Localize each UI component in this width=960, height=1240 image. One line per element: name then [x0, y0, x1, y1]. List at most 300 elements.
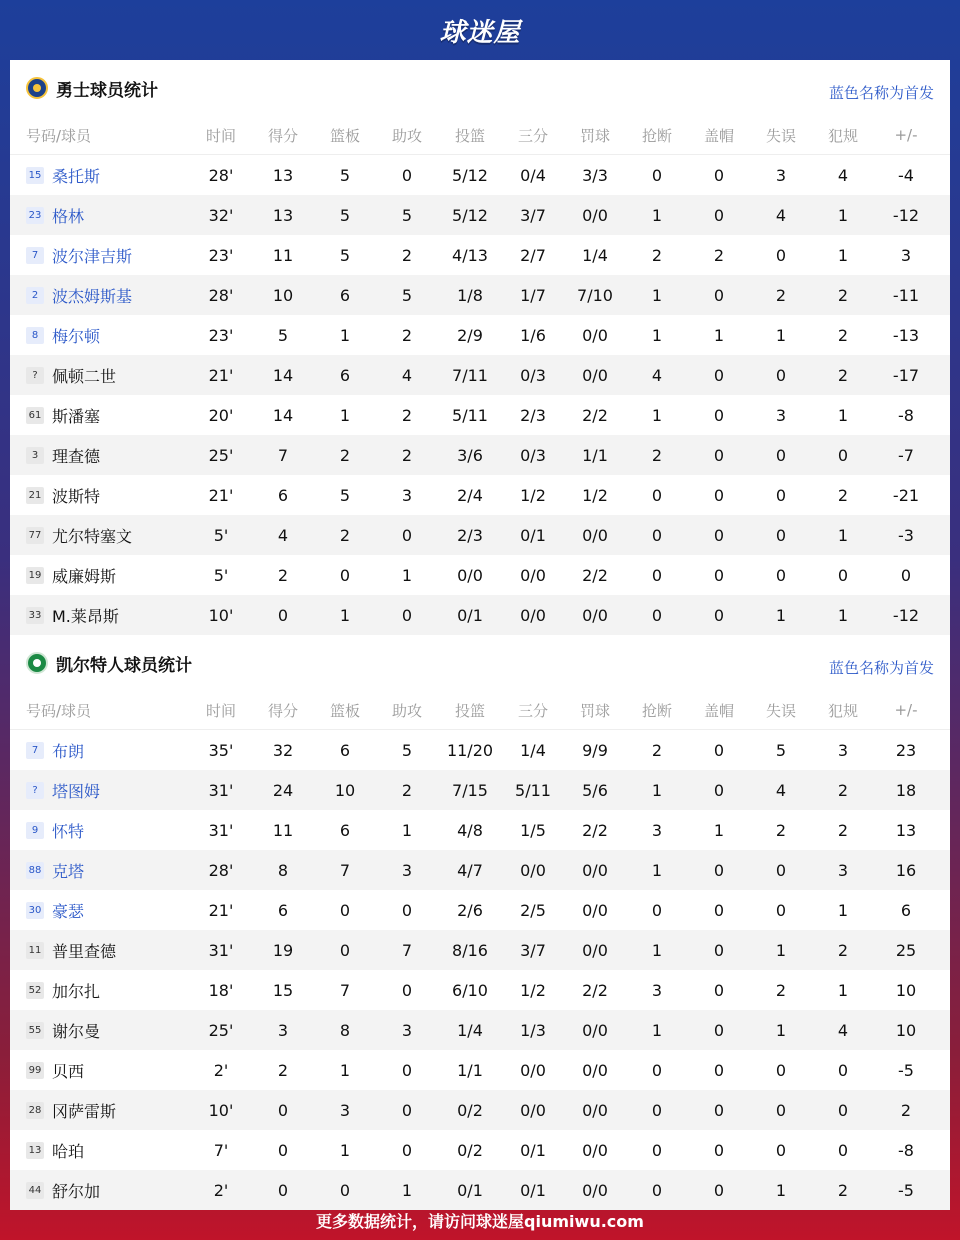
stat-points: 0: [277, 1140, 289, 1160]
stat-minutes: 23': [208, 325, 234, 345]
stat-plus-minus: 13: [895, 820, 917, 840]
stat-assists: 0: [401, 900, 413, 920]
stat-points: 0: [277, 1180, 289, 1200]
column-header[interactable]: 抢断: [641, 701, 672, 720]
stat-rebounds: 0: [339, 940, 351, 960]
player-row[interactable]: [10, 1090, 950, 1130]
player-row[interactable]: [10, 235, 950, 275]
column-header[interactable]: 犯规: [827, 701, 858, 720]
stat-blocks: 0: [713, 365, 725, 385]
stat-minutes: 10': [208, 605, 234, 625]
stat-blocks: 0: [713, 940, 725, 960]
player-row[interactable]: [10, 195, 950, 235]
stat-turnovers: 1: [775, 1020, 787, 1040]
stat-assists: 1: [401, 1180, 413, 1200]
stat-steals: 4: [651, 365, 663, 385]
stat-rebounds: 6: [339, 365, 351, 385]
stat-rebounds: 7: [339, 860, 351, 880]
stat-field-goals: 2/6: [457, 900, 483, 920]
stat-three-pointers: 0/1: [520, 525, 546, 545]
player-cell: [10, 1139, 190, 1162]
player-row[interactable]: [10, 930, 950, 970]
player-row[interactable]: [10, 435, 950, 475]
stat-fouls: 4: [837, 165, 849, 185]
stat-three-pointers: 0/1: [520, 1140, 546, 1160]
column-header[interactable]: 号码/球员: [26, 701, 92, 720]
column-header[interactable]: 犯规: [827, 126, 858, 145]
stat-blocks: 0: [713, 860, 725, 880]
stat-minutes: 31': [208, 940, 234, 960]
column-header[interactable]: 投篮: [454, 701, 485, 720]
stat-three-pointers: 1/3: [520, 1020, 546, 1040]
stat-fouls: 3: [837, 860, 849, 880]
stat-steals: 0: [651, 565, 663, 585]
stat-turnovers: 3: [775, 405, 787, 425]
jersey-number: 30: [26, 902, 44, 919]
stat-free-throws: 1/4: [582, 245, 608, 265]
stat-three-pointers: 1/6: [520, 325, 546, 345]
player-row[interactable]: [10, 970, 950, 1010]
stat-points: 13: [272, 205, 294, 225]
stat-minutes: 5': [213, 525, 229, 545]
player-name[interactable]: 冈萨雷斯: [52, 1101, 117, 1121]
player-name[interactable]: 普里查德: [52, 941, 117, 961]
stat-blocks: 0: [713, 1180, 725, 1200]
stat-blocks: 1: [713, 820, 725, 840]
jersey-number: 2: [26, 287, 44, 304]
player-row[interactable]: [10, 730, 950, 770]
stat-three-pointers: 0/3: [520, 445, 546, 465]
stat-turnovers: 0: [775, 860, 787, 880]
stat-rebounds: 2: [339, 445, 351, 465]
stat-assists: 5: [401, 205, 413, 225]
stat-assists: 1: [401, 820, 413, 840]
player-name[interactable]: 波斯特: [52, 486, 101, 506]
stat-field-goals: 0/1: [457, 605, 483, 625]
jersey-number: 7: [26, 742, 44, 759]
stat-plus-minus: -4: [898, 165, 914, 185]
player-row[interactable]: [10, 770, 950, 810]
stat-steals: 1: [651, 325, 663, 345]
stat-three-pointers: 0/0: [520, 860, 546, 880]
stat-minutes: 25': [208, 445, 234, 465]
stat-assists: 0: [401, 980, 413, 1000]
stat-field-goals: 7/15: [452, 780, 488, 800]
stat-steals: 3: [651, 980, 663, 1000]
stat-steals: 0: [651, 165, 663, 185]
player-name[interactable]: 波尔津吉斯: [52, 246, 133, 266]
stat-free-throws: 2/2: [582, 565, 608, 585]
stat-points: 5: [277, 325, 289, 345]
player-name[interactable]: 威廉姆斯: [52, 566, 117, 586]
jersey-number: 23: [26, 207, 44, 224]
stat-plus-minus: 16: [895, 860, 917, 880]
stat-points: 0: [277, 605, 289, 625]
column-header[interactable]: 时间: [205, 701, 236, 720]
stat-assists: 5: [401, 285, 413, 305]
stat-blocks: 0: [713, 565, 725, 585]
stat-turnovers: 1: [775, 325, 787, 345]
player-cell: [10, 1179, 190, 1202]
stat-fouls: 2: [837, 365, 849, 385]
stat-field-goals: 5/12: [452, 165, 488, 185]
player-row[interactable]: [10, 355, 950, 395]
stat-field-goals: 1/8: [457, 285, 483, 305]
stat-rebounds: 0: [339, 565, 351, 585]
jersey-number: 52: [26, 982, 44, 999]
stat-fouls: 0: [837, 1060, 849, 1080]
player-name[interactable]: 贝西: [52, 1061, 85, 1081]
player-row[interactable]: [10, 395, 950, 435]
stat-turnovers: 0: [775, 1140, 787, 1160]
player-row[interactable]: [10, 1050, 950, 1090]
stat-free-throws: 0/0: [582, 325, 608, 345]
stat-free-throws: 7/10: [577, 285, 613, 305]
player-name[interactable]: 梅尔顿: [52, 326, 101, 346]
player-name[interactable]: 谢尔曼: [52, 1021, 101, 1041]
stat-field-goals: 5/12: [452, 205, 488, 225]
stat-fouls: 1: [837, 900, 849, 920]
stat-steals: 1: [651, 205, 663, 225]
stat-fouls: 0: [837, 445, 849, 465]
stat-fouls: 3: [837, 740, 849, 760]
stat-turnovers: 1: [775, 1180, 787, 1200]
column-header[interactable]: 盖帽: [703, 126, 734, 145]
stat-field-goals: 2/3: [457, 525, 483, 545]
player-cell: [10, 404, 190, 427]
stat-minutes: 23': [208, 245, 234, 265]
jersey-number: 44: [26, 1182, 44, 1199]
player-row[interactable]: [10, 1130, 950, 1170]
stat-free-throws: 0/0: [582, 365, 608, 385]
stat-minutes: 32': [208, 205, 234, 225]
player-name[interactable]: 格林: [52, 206, 85, 226]
section-header: [10, 635, 950, 691]
stat-rebounds: 6: [339, 740, 351, 760]
player-name[interactable]: 桑托斯: [52, 166, 101, 186]
stat-free-throws: 0/0: [582, 205, 608, 225]
warriors-logo-icon: [26, 77, 48, 99]
player-row[interactable]: [10, 515, 950, 555]
stat-three-pointers: 3/7: [520, 205, 546, 225]
stat-steals: 1: [651, 1020, 663, 1040]
stat-rebounds: 0: [339, 900, 351, 920]
stat-minutes: 18': [208, 980, 234, 1000]
column-header[interactable]: 助攻: [391, 701, 422, 720]
team-section: [10, 60, 950, 635]
stat-rebounds: 8: [339, 1020, 351, 1040]
stat-three-pointers: 0/0: [520, 1060, 546, 1080]
jersey-number: 88: [26, 862, 44, 879]
stat-minutes: 21': [208, 485, 234, 505]
stat-free-throws: 0/0: [582, 1060, 608, 1080]
column-header[interactable]: 三分: [517, 701, 548, 720]
stat-points: 7: [277, 445, 289, 465]
stat-blocks: 0: [713, 445, 725, 465]
stat-steals: 0: [651, 1180, 663, 1200]
stat-blocks: 0: [713, 900, 725, 920]
stat-minutes: 28': [208, 165, 234, 185]
column-header[interactable]: 罚球: [579, 126, 610, 145]
column-header[interactable]: 失误: [765, 701, 796, 720]
player-cell: [10, 604, 190, 627]
stat-steals: 0: [651, 900, 663, 920]
column-header[interactable]: 失误: [765, 126, 796, 145]
stat-assists: 2: [401, 325, 413, 345]
jersey-number: 9: [26, 822, 44, 839]
player-cell: [10, 484, 190, 507]
column-header[interactable]: 号码/球员: [26, 126, 92, 145]
stat-free-throws: 0/0: [582, 605, 608, 625]
stat-points: 2: [277, 565, 289, 585]
player-name[interactable]: 塔图姆: [52, 781, 101, 801]
stat-assists: 0: [401, 165, 413, 185]
stat-fouls: 2: [837, 285, 849, 305]
stat-plus-minus: 2: [900, 1100, 912, 1120]
player-name[interactable]: 加尔扎: [52, 981, 101, 1001]
player-name[interactable]: 斯潘塞: [52, 406, 101, 426]
stat-free-throws: 9/9: [582, 740, 608, 760]
player-name[interactable]: 布朗: [52, 741, 85, 761]
column-header[interactable]: 盖帽: [703, 701, 734, 720]
column-header[interactable]: 抢断: [641, 126, 672, 145]
stat-turnovers: 4: [775, 205, 787, 225]
stat-three-pointers: 0/1: [520, 1180, 546, 1200]
stat-field-goals: 3/6: [457, 445, 483, 465]
stat-field-goals: 0/0: [457, 565, 483, 585]
stat-blocks: 0: [713, 740, 725, 760]
stat-field-goals: 0/2: [457, 1100, 483, 1120]
stat-points: 10: [272, 285, 294, 305]
player-name[interactable]: 克塔: [52, 861, 85, 881]
stat-fouls: 2: [837, 1180, 849, 1200]
stat-assists: 0: [401, 1060, 413, 1080]
player-name[interactable]: 哈珀: [52, 1141, 85, 1161]
player-name[interactable]: M.莱昂斯: [52, 606, 119, 626]
stat-turnovers: 2: [775, 285, 787, 305]
stat-plus-minus: -8: [898, 1140, 914, 1160]
player-row[interactable]: [10, 1010, 950, 1050]
column-header[interactable]: 投篮: [454, 126, 485, 145]
player-cell: [10, 444, 190, 467]
stat-three-pointers: 1/5: [520, 820, 546, 840]
player-name[interactable]: 舒尔加: [52, 1181, 101, 1201]
player-row[interactable]: [10, 155, 950, 195]
stat-rebounds: 1: [339, 1140, 351, 1160]
stat-minutes: 20': [208, 405, 234, 425]
stat-blocks: 0: [713, 605, 725, 625]
stat-fouls: 2: [837, 325, 849, 345]
player-cell: [10, 939, 190, 962]
jersey-number: 28: [26, 1102, 44, 1119]
stat-rebounds: 1: [339, 605, 351, 625]
stat-plus-minus: -5: [898, 1180, 914, 1200]
stat-steals: 3: [651, 820, 663, 840]
stat-rebounds: 1: [339, 405, 351, 425]
stat-turnovers: 0: [775, 485, 787, 505]
stat-minutes: 7': [213, 1140, 229, 1160]
player-name[interactable]: 怀特: [52, 821, 85, 841]
stat-blocks: 1: [713, 325, 725, 345]
column-header[interactable]: 篮板: [329, 701, 360, 720]
stat-rebounds: 0: [339, 1180, 351, 1200]
stat-turnovers: 1: [775, 940, 787, 960]
stat-steals: 1: [651, 940, 663, 960]
stat-rebounds: 3: [339, 1100, 351, 1120]
stat-rebounds: 6: [339, 820, 351, 840]
stat-minutes: 31': [208, 780, 234, 800]
player-row[interactable]: [10, 890, 950, 930]
column-header[interactable]: 三分: [517, 126, 548, 145]
stat-free-throws: 2/2: [582, 980, 608, 1000]
player-cell: [10, 364, 190, 387]
stat-free-throws: 0/0: [582, 1140, 608, 1160]
stat-field-goals: 11/20: [446, 740, 494, 760]
stat-points: 15: [272, 980, 294, 1000]
stat-assists: 4: [401, 365, 413, 385]
column-header[interactable]: 助攻: [391, 126, 422, 145]
stat-assists: 1: [401, 565, 413, 585]
column-header[interactable]: +/-: [894, 701, 918, 719]
stat-plus-minus: 10: [895, 1020, 917, 1040]
stat-rebounds: 1: [339, 1060, 351, 1080]
stat-rebounds: 5: [339, 485, 351, 505]
player-name[interactable]: 佩顿二世: [52, 366, 117, 386]
stat-three-pointers: 0/4: [520, 165, 546, 185]
stat-blocks: 0: [713, 285, 725, 305]
stat-field-goals: 0/1: [457, 1180, 483, 1200]
stat-three-pointers: 0/0: [520, 605, 546, 625]
stat-rebounds: 5: [339, 245, 351, 265]
stat-points: 2: [277, 1060, 289, 1080]
stat-assists: 2: [401, 245, 413, 265]
player-row[interactable]: [10, 275, 950, 315]
stat-turnovers: 0: [775, 525, 787, 545]
stat-free-throws: 3/3: [582, 165, 608, 185]
stat-three-pointers: 1/7: [520, 285, 546, 305]
stat-turnovers: 0: [775, 1060, 787, 1080]
stat-assists: 3: [401, 860, 413, 880]
stat-rebounds: 10: [334, 780, 356, 800]
jersey-number: 7: [26, 247, 44, 264]
stat-rebounds: 1: [339, 325, 351, 345]
player-row[interactable]: [10, 475, 950, 515]
stat-fouls: 0: [837, 1100, 849, 1120]
stat-plus-minus: -8: [898, 405, 914, 425]
column-header[interactable]: +/-: [894, 126, 918, 144]
stat-minutes: 21': [208, 900, 234, 920]
player-cell: [10, 979, 190, 1002]
column-header[interactable]: 罚球: [579, 701, 610, 720]
stat-steals: 2: [651, 245, 663, 265]
stat-three-pointers: 5/11: [515, 780, 551, 800]
column-header[interactable]: 篮板: [329, 126, 360, 145]
celtics-logo-icon: [26, 652, 48, 674]
stat-assists: 0: [401, 1100, 413, 1120]
stat-points: 13: [272, 165, 294, 185]
stat-rebounds: 7: [339, 980, 351, 1000]
stat-minutes: 28': [208, 860, 234, 880]
stat-three-pointers: 3/7: [520, 940, 546, 960]
stat-free-throws: 0/0: [582, 1100, 608, 1120]
stat-steals: 1: [651, 405, 663, 425]
stat-free-throws: 1/2: [582, 485, 608, 505]
player-row[interactable]: [10, 850, 950, 890]
stat-field-goals: 7/11: [452, 365, 488, 385]
stat-blocks: 0: [713, 780, 725, 800]
stat-turnovers: 4: [775, 780, 787, 800]
stat-turnovers: 0: [775, 900, 787, 920]
stat-three-pointers: 2/5: [520, 900, 546, 920]
player-name[interactable]: 豪瑟: [52, 901, 85, 921]
stat-plus-minus: 0: [900, 565, 912, 585]
player-name[interactable]: 尤尔特塞文: [52, 526, 133, 546]
stat-plus-minus: -7: [898, 445, 914, 465]
stat-turnovers: 0: [775, 365, 787, 385]
stat-three-pointers: 1/2: [520, 485, 546, 505]
stat-turnovers: 0: [775, 445, 787, 465]
stat-assists: 0: [401, 605, 413, 625]
stat-field-goals: 0/2: [457, 1140, 483, 1160]
stat-field-goals: 2/9: [457, 325, 483, 345]
stat-field-goals: 6/10: [452, 980, 488, 1000]
stat-field-goals: 2/4: [457, 485, 483, 505]
stat-turnovers: 0: [775, 565, 787, 585]
player-name[interactable]: 波杰姆斯基: [52, 286, 133, 306]
stat-blocks: 0: [713, 205, 725, 225]
stat-fouls: 1: [837, 525, 849, 545]
stat-fouls: 1: [837, 405, 849, 425]
team-section: [10, 635, 950, 1210]
jersey-number: 77: [26, 527, 44, 544]
stat-turnovers: 3: [775, 165, 787, 185]
jersey-number: 21: [26, 487, 44, 504]
stat-field-goals: 1/1: [457, 1060, 483, 1080]
stat-minutes: 28': [208, 285, 234, 305]
stat-fouls: 2: [837, 940, 849, 960]
footer-banner[interactable]: 更多数据统计，请访问球迷屋qiumiwu.com: [316, 1211, 644, 1231]
stat-plus-minus: 10: [895, 980, 917, 1000]
player-cell: [10, 1019, 190, 1042]
stat-assists: 3: [401, 485, 413, 505]
stat-points: 0: [277, 1100, 289, 1120]
stat-points: 14: [272, 405, 294, 425]
column-header[interactable]: 时间: [205, 126, 236, 145]
stat-points: 6: [277, 900, 289, 920]
stat-free-throws: 0/0: [582, 1180, 608, 1200]
stat-free-throws: 2/2: [582, 405, 608, 425]
player-row[interactable]: [10, 555, 950, 595]
player-row[interactable]: [10, 315, 950, 355]
stat-blocks: 2: [713, 245, 725, 265]
stat-free-throws: 5/6: [582, 780, 608, 800]
stat-rebounds: 2: [339, 525, 351, 545]
stat-fouls: 1: [837, 245, 849, 265]
stat-three-pointers: 2/7: [520, 245, 546, 265]
stat-blocks: 0: [713, 485, 725, 505]
stat-steals: 0: [651, 1100, 663, 1120]
player-row[interactable]: [10, 810, 950, 850]
jersey-number: 99: [26, 1062, 44, 1079]
column-header[interactable]: 得分: [267, 126, 298, 145]
column-header[interactable]: 得分: [267, 701, 298, 720]
stat-three-pointers: 1/4: [520, 740, 546, 760]
player-name[interactable]: 理查德: [52, 446, 101, 466]
stat-three-pointers: 0/3: [520, 365, 546, 385]
stat-fouls: 1: [837, 605, 849, 625]
stat-field-goals: 5/11: [452, 405, 488, 425]
player-row[interactable]: [10, 595, 950, 635]
